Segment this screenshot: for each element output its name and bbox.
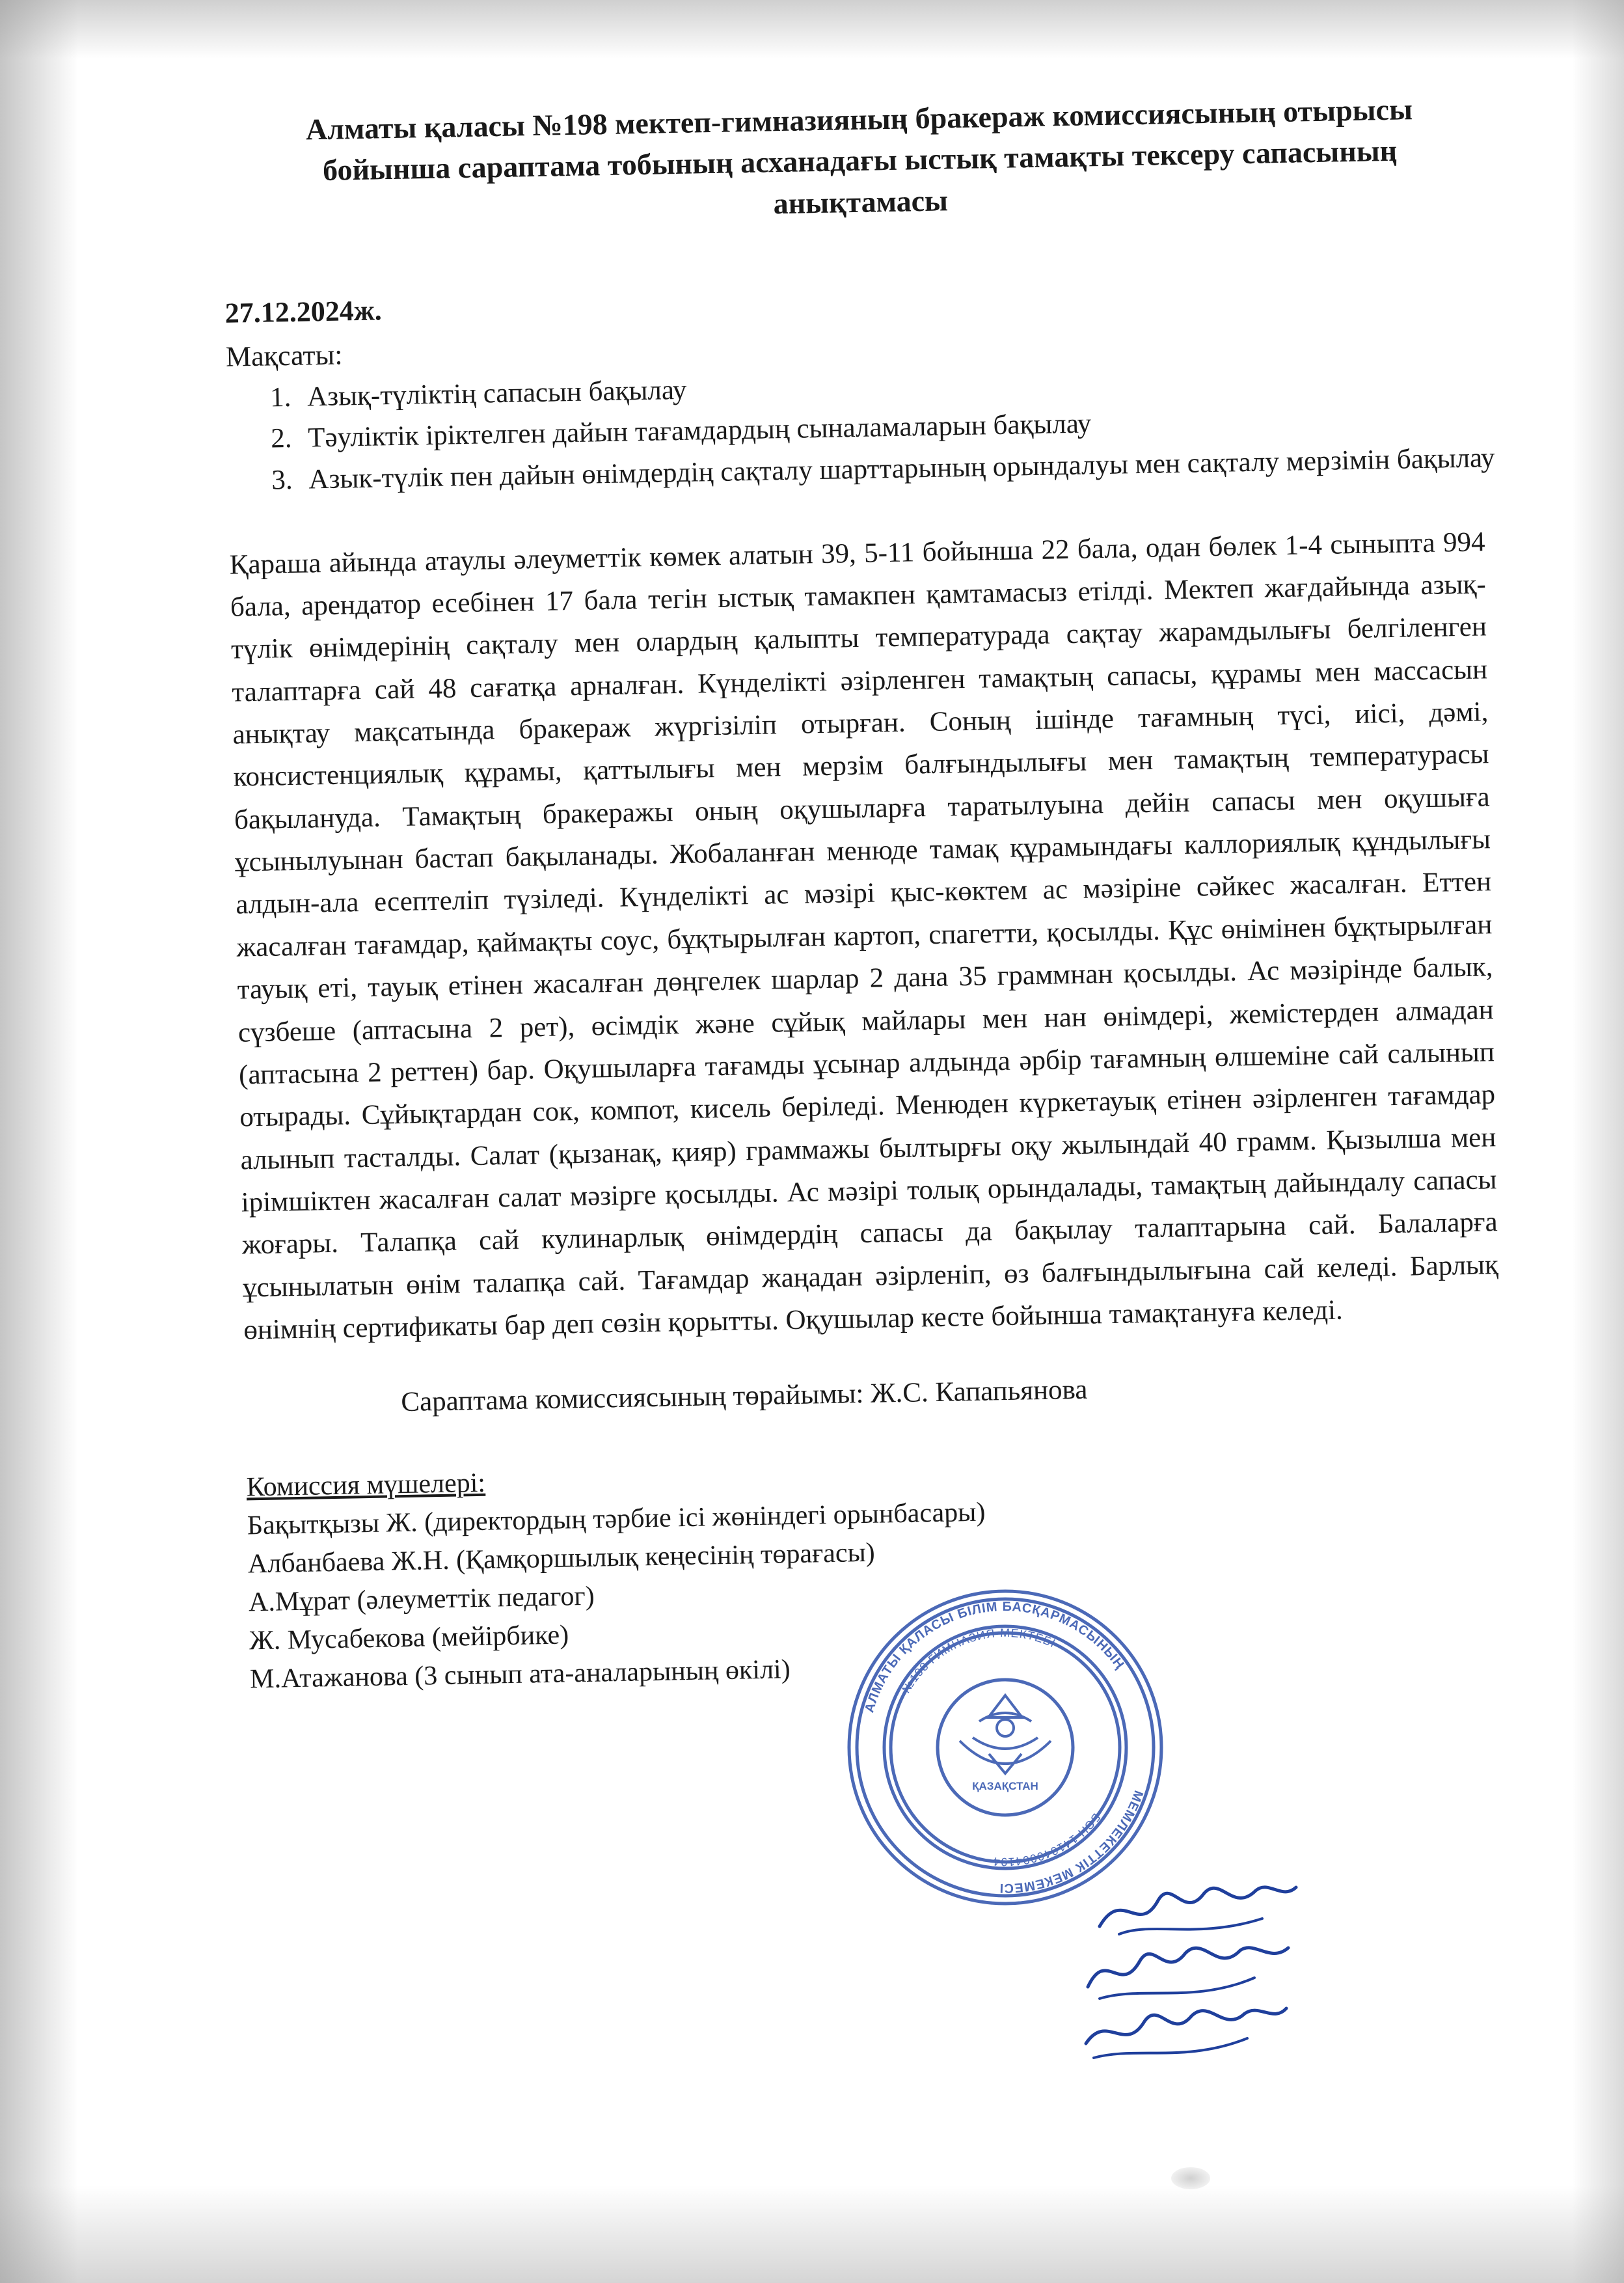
- body-paragraph: Қараша айында атаулы әлеуметтік көмек алатын 39, 5-11 бойынша 22 бала, одан бөлек 1-4 сыныпта 994 бала, арендатор есебінен 17 бала тегін ыстық тамакпен қамтамасыз етілді. Мектеп жағдайында азық-түлік өнімдерінің сақталу мен олардың қалыпты температурада сақтау жарамдылығы белгіленген талаптарға сай 48 сағатқа арналған. Күнделікті әзірленген тамақтың сапасы, құрамы мен массасын анықтау мақсатында бракераж жүргізіліп отырған. Соның ішінде тағамның түсі, иісі, дәмі, консистенциялық құрамы, қаттылығы мен мерзім балғындылығы мен тамақтың температурасы бақылануда. Тамақтың бракеражы оның оқушыларға таратылуына дейін сапасы мен оқушыға ұсынылуынан бастап бақыланады. Жобаланған менюде тамақ құрамындағы каллориялық құндылығы алдын-ала есептеліп түзіледі. Күнделікті ас мәзірі қыс-көктем ас мәзіріне сәйкес жасалған. Еттен жасалған тағамдар, қаймақты соус, бұқтырылған картоп, спагетти, қосылды. Құс өнімінен бұқтырылған тауық еті, тауық етінен жасалған дөңгелек шарлар 2 дана 35 граммнан қосылды. Ас мәзірінде балык, сүзбеше (аптасына 2 рет), өсімдік және сұйық майлары мен нан өнімдері, жемістерден алмадан (аптасына 2 реттен) бар. Оқушыларға тағамды ұсынар алдында әрбір тағамның өлшеміне сай салынып отырады. Сұйықтардан сок, компот, кисель беріледі. Менюден күркетауық етінен әзірленген тағамдар алынып тасталды. Салат (қызанақ, қияр) граммажы былтырғы оқу жылындай 40 грамм. Қызылша мен ірімшіктен жасалған салат мәзірге қосылды. Ас мәзірі толық орындалады, тамақтың дайындалу сапасы жоғары. Талапқа сай кулинарлық өнімдердің сапасы да бақылау талаптарына сай. Балаларға ұсынылатын өнім талапқа сай. Тағамдар жаңадан әзірленіп, өз балғындылығына сай келеді. Барлық өнімнің сертификаты бар деп сөзін қорытты. Оқушылар кесте бойынша тамақтануға келеді.: [229, 526, 1499, 1346]
- purpose-label: Мақсаты:: [225, 338, 343, 374]
- ink-smudge: [1171, 2167, 1210, 2189]
- list-item: М.Атажанова (3 сынып ата-аналарының өкілі): [249, 1654, 791, 1694]
- purpose-list: [220, 355, 1510, 500]
- chairperson-signature-line: Сараптама комиссиясының төрайымы: Ж.С. Капапьянова: [400, 1374, 1088, 1418]
- page-title: Алматы қаласы №198 мектеп-гимназияның бракераж комиссиясының отырысы бойынша сараптама тобының асханадағы ыстық тамақты тексеру сапасының анықтамасы: [305, 92, 1413, 221]
- svg-text:МЕМЛЕКЕТТІК МЕКЕМЕСІ: МЕМЛЕКЕТТІК МЕКЕМЕСІ: [999, 1788, 1146, 1896]
- list-item: Ж. Мусабекова (мейірбике): [249, 1620, 569, 1656]
- svg-text:БСН 141040004194: БСН 141040004194: [992, 1811, 1103, 1869]
- scan-shadow-right: [1572, 0, 1624, 2283]
- svg-text:ҚАЗАҚСТАН: ҚАЗАҚСТАН: [972, 1780, 1038, 1792]
- list-item: Албанбаева Ж.Н. (Қамқоршылық кеңесінің төрағасы): [247, 1537, 876, 1579]
- signature-mark: [1077, 1998, 1292, 2070]
- list-item: 2. Тәуліктік іріктелген дайын тағамдардың сыналамаларын бақылау: [299, 396, 1509, 458]
- scan-shadow-left: [0, 0, 78, 2283]
- document-date: 27.12.2024ж.: [224, 294, 383, 330]
- commission-members-list: [240, 1484, 1532, 1699]
- svg-text:№198 ГИМНАЗИЯ-МЕКТЕБІ: №198 ГИМНАЗИЯ-МЕКТЕБІ: [899, 1626, 1058, 1696]
- list-item: 1. Азық-түліктің сапасын бақылау: [298, 355, 1509, 417]
- list-item: 3. Азык-түлік пен дайын өнімдердің сақталу шарттарының орындалуы мен сақталу мерзімін бақылау: [299, 437, 1510, 499]
- signature-mark: [1093, 1874, 1301, 1946]
- scan-shadow-bottom: [0, 2185, 1624, 2283]
- document-content: [215, 87, 1532, 1699]
- svg-text:АЛМАТЫ ҚАЛАСЫ БІЛІМ БАСҚАРМАСЫ: АЛМАТЫ ҚАЛАСЫ БІЛІМ БАСҚАРМАСЫНЫҢ: [862, 1599, 1127, 1715]
- commission-members-heading: Комиссия мүшелері:: [246, 1468, 486, 1503]
- list-item: Бақытқызы Ж. (директордың тәрбие ісі жөніндегі орынбасары): [247, 1497, 986, 1541]
- signature-mark: [1080, 1936, 1295, 2008]
- scan-shadow-top: [0, 0, 1624, 59]
- list-item: А.Мұрат (әлеуметтік педагог): [248, 1581, 595, 1618]
